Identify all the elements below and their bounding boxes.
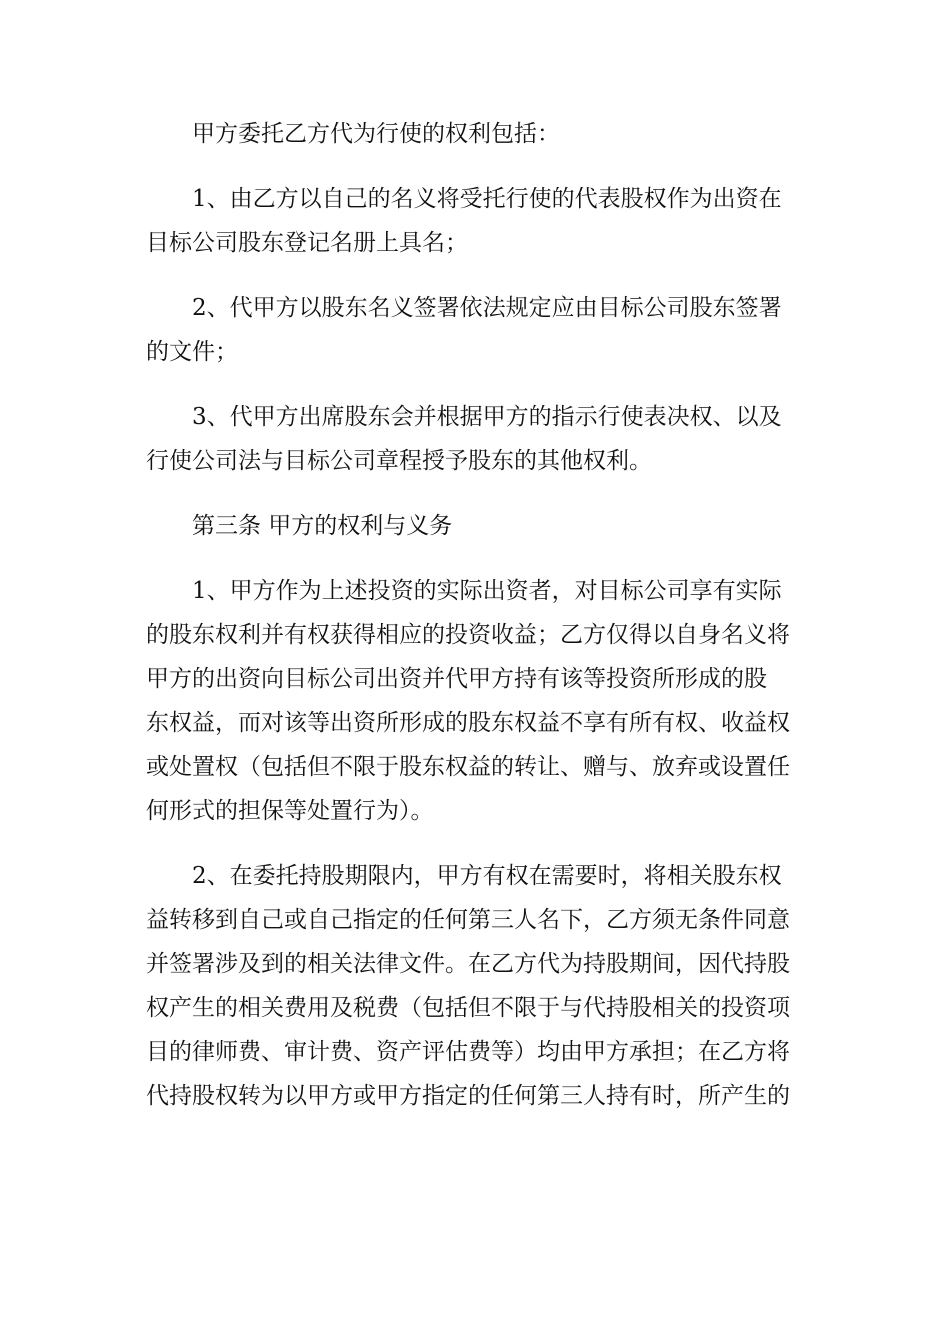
document-body [146,112,806,1139]
text-line: 代持股权转为以甲方或甲方指定的任何第三人持有时，所产生的 [146,1083,790,1109]
text-line: 2、在委托持股期限内，甲方有权在需要时，将相关股东权 [192,863,782,889]
paragraph-right-3 [146,395,806,483]
text-line: 行使公司法与目标公司章程授予股东的其他权利。 [146,448,652,474]
paragraph-rights-intro [146,112,806,156]
paragraph-right-2 [146,286,806,374]
text-line: 权产生的相关费用及税费（包括但不限于与代持股相关的投资项 [146,995,790,1021]
article-heading [146,504,806,548]
text-line: 2、代甲方以股东名义签署依法规定应由目标公司股东签署 [192,295,782,321]
text-line: 第三条 甲方的权利与义务 [192,513,453,539]
text-line: 甲方的出资向目标公司出资并代甲方持有该等投资所形成的股 [146,666,767,692]
paragraph-article-3-item-1 [146,569,806,833]
text-line: 何形式的担保等处置行为）。 [146,798,434,824]
text-line: 目标公司股东登记名册上具名； [146,230,468,256]
paragraph-article-3-item-2 [146,854,806,1118]
text-line: 并签署涉及到的相关法律文件。在乙方代为持股期间，因代持股 [146,951,790,977]
text-line: 甲方委托乙方代为行使的权利包括： [192,121,560,147]
text-line: 目的律师费、审计费、资产评估费等）均由甲方承担；在乙方将 [146,1039,790,1065]
paragraph-right-1 [146,177,806,265]
text-line: 益转移到自己或自己指定的任何第三人名下，乙方须无条件同意 [146,907,790,933]
text-line: 1、甲方作为上述投资的实际出资者，对目标公司享有实际 [192,578,782,604]
text-line: 东权益，而对该等出资所形成的股东权益不享有所有权、收益权 [146,710,790,736]
text-line: 的文件； [146,339,238,365]
text-line: 3、代甲方出席股东会并根据甲方的指示行使表决权、以及 [192,404,782,430]
text-line: 的股东权利并有权获得相应的投资收益；乙方仅得以自身名义将 [146,622,790,648]
text-line: 或处置权（包括但不限于股东权益的转让、赠与、放弃或设置任 [146,754,790,780]
text-line: 1、由乙方以自己的名义将受托行使的代表股权作为出资在 [192,186,782,212]
